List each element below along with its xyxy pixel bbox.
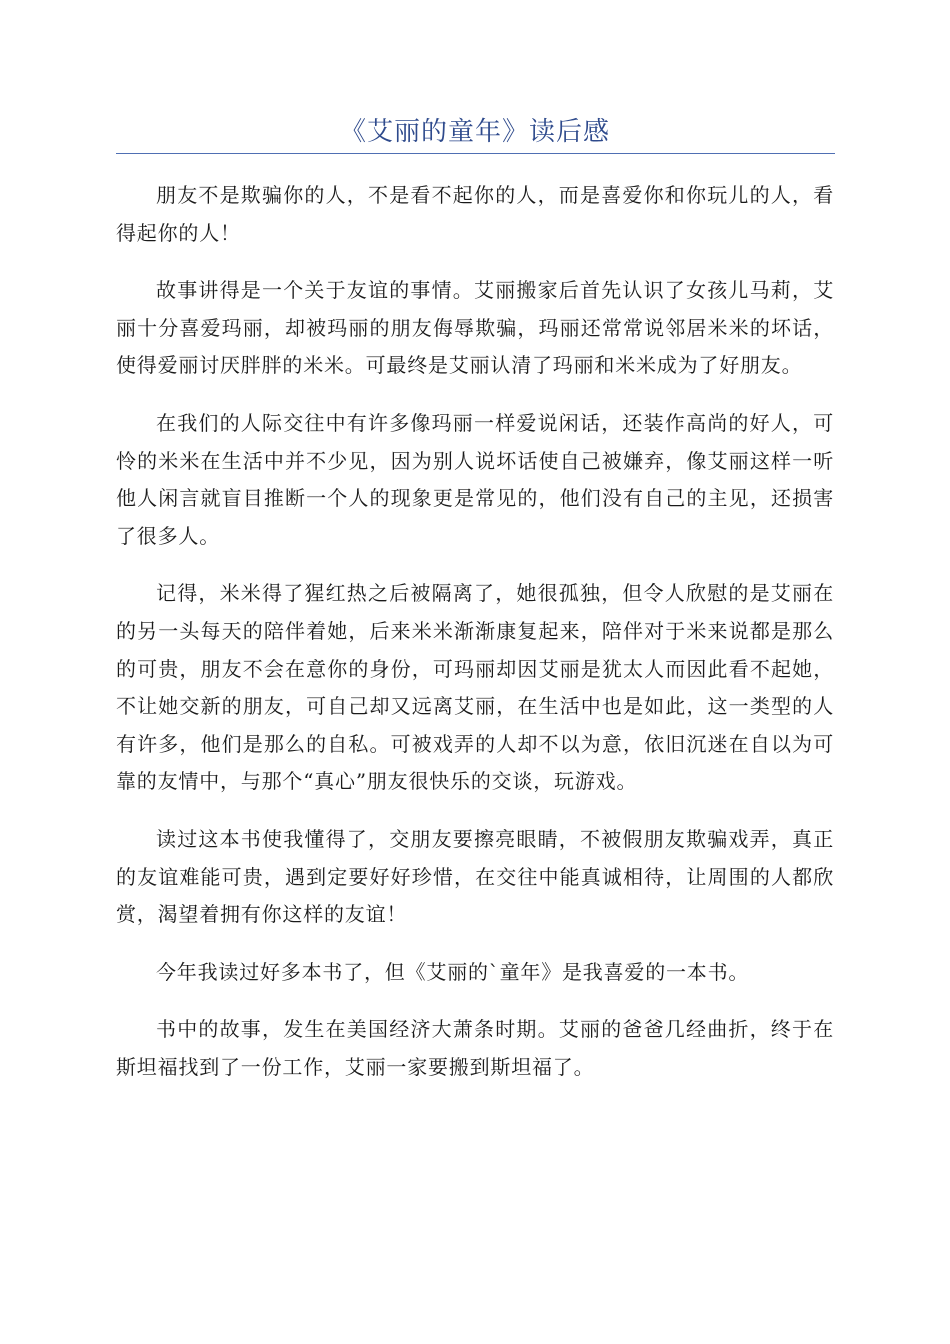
paragraph-1: 朋友不是欺骗你的人，不是看不起你的人，而是喜爱你和你玩儿的人，看得起你的人！ [116, 183, 834, 245]
document-title: 《艾丽的童年》读后感 [339, 117, 610, 147]
paragraph-5: 读过这本书使我懂得了，交朋友要擦亮眼睛，不被假朋友欺骗戏弄，真正的友谊难能可贵，遇到定要好好珍惜，在交往中能真诚相待，让周围的人都欣赏，渴望着拥有你这样的友谊！ [116, 826, 834, 927]
document-body [116, 177, 834, 1106]
paragraph-4: 记得，米米得了猩红热之后被隔离了，她很孤独，但令人欣慰的是艾丽在的另一头每天的陪伴着她，后来米米渐渐康复起来，陪伴对于米来说都是那么的可贵，朋友不会在意你的身份，可玛丽却因艾丽是犹太人而因此看不起她，不让她交新的朋友，可自己却又远离艾丽，在生活中也是如此，这一类型的人有许多，他们是那么的自私。可被戏弄的人却不以为意，依旧沉迷在自以为可靠的友情中，与那个“真心”朋友很快乐的交谈，玩游戏。 [116, 581, 834, 794]
paragraph-2: 故事讲得是一个关于友谊的事情。艾丽搬家后首先认识了女孩儿马莉，艾丽十分喜爱玛丽，却被玛丽的朋友侮辱欺骗，玛丽还常常说邻居米米的坏话，使得爱丽讨厌胖胖的米米。可最终是艾丽认清了玛丽和米米成为了好朋友。 [116, 278, 834, 378]
paragraph-3: 在我们的人际交往中有许多像玛丽一样爱说闲话，还装作高尚的好人，可怜的米米在生活中并不少见，因为别人说坏话使自己被嫌弃，像艾丽这样一听他人闲言就盲目推断一个人的现象更是常见的，他们没有自己的主见，还损害了很多人。 [116, 410, 834, 548]
title-underline [116, 153, 835, 154]
paragraph-6: 今年我读过好多本书了，但《艾丽的`童年》是我喜爱的一本书。 [156, 959, 750, 984]
paragraph-7: 书中的故事，发生在美国经济大萧条时期。艾丽的爸爸几经曲折，终于在斯坦福找到了一份工作，艾丽一家要搬到斯坦福了。 [116, 1017, 834, 1079]
